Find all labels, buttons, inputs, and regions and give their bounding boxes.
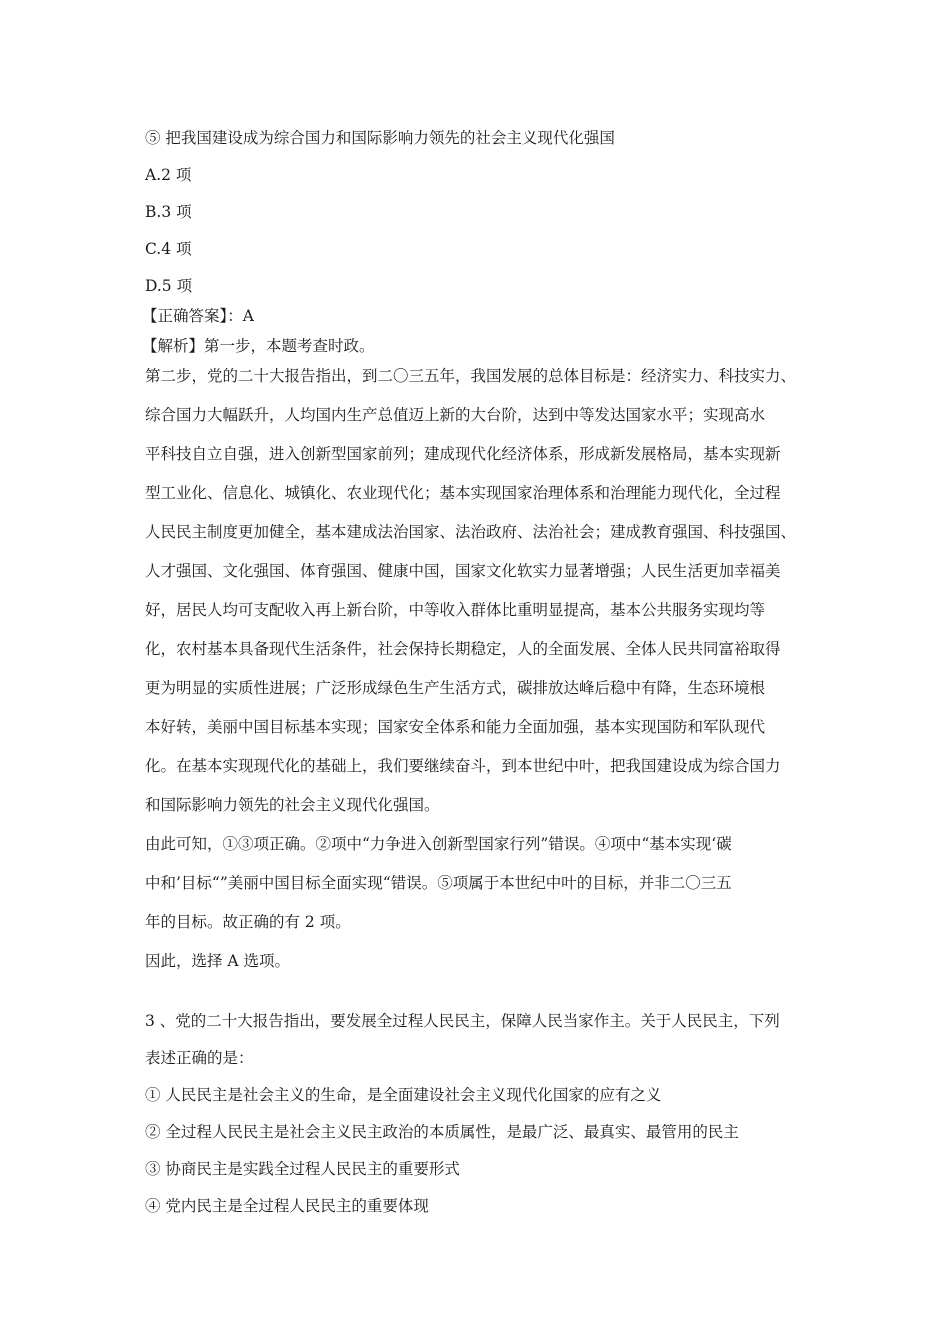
analysis-step-1: 【解析】第一步，本题考查时政。 [142,337,375,355]
conclusion-line: 由此可知，①③项正确。②项中“力争进入创新型国家行列”错误。④项中“基本实现‘碳 [145,835,732,853]
statement-1: ① 人民民主是社会主义的生命，是全面建设社会主义现代化国家的应有之义 [145,1086,662,1104]
analysis-step-2 [145,362,810,830]
conclusion [145,830,810,947]
analysis-line: 好，居民人均可支配收入再上新台阶，中等收入群体比重明显提高，基本公共服务实现均等 [145,601,766,619]
analysis-line: 和国际影响力领先的社会主义现代化强国。 [145,796,440,814]
question-3-stem: 表述正确的是： [145,1049,254,1067]
analysis-line: 型工业化、信息化、城镇化、农业现代化；基本实现国家治理体系和治理能力现代化，全过程 [145,484,781,502]
correct-answer: 【正确答案】：A [142,307,254,325]
analysis-line: 化，农村基本具备现代生活条件，社会保持长期稳定，人的全面发展、全体人民共同富裕取得 [145,640,781,658]
analysis-line: 化。在基本实现现代化的基础上，我们要继续奋斗，到本世纪中叶，把我国建设成为综合国力 [145,757,781,775]
option-c: C.4 项 [145,240,192,258]
conclusion-line: 中和’目标“”美丽中国目标全面实现“错误。⑤项属于本世纪中叶的目标，并非二〇三五 [145,874,732,892]
document-content [142,124,810,1229]
statement-5: ⑤ 把我国建设成为综合国力和国际影响力领先的社会主义现代化强国 [145,129,615,147]
final-choice: 因此，选择 A 选项。 [145,952,291,970]
statement-3: ③ 协商民主是实践全过程人民民主的重要形式 [145,1160,460,1178]
option-b: B.3 项 [145,203,192,221]
analysis-line: 第二步，党的二十大报告指出，到二〇三五年，我国发展的总体目标是：经济实力、科技实力、 [145,367,797,385]
section-gap [145,977,810,1007]
analysis-line: 平科技自立自强，进入创新型国家前列；建成现代化经济体系，形成新发展格局，基本实现新 [145,445,781,463]
analysis-line: 更为明显的实质性进展；广泛形成绿色生产生活方式，碳排放达峰后稳中有降，生态环境根 [145,679,766,697]
option-a: A.2 项 [145,166,192,184]
conclusion-line: 年的目标。故正确的有 2 项。 [145,913,351,931]
statement-2: ② 全过程人民民主是社会主义民主政治的本质属性，是最广泛、最真实、最管用的民主 [145,1123,739,1141]
question-3-stem: 3 、党的二十大报告指出，要发展全过程人民民主，保障人民当家作主。关于人民民主，下列 [145,1012,780,1030]
analysis-line: 人才强国、文化强国、体育强国、健康中国，国家文化软实力显著增强；人民生活更加幸福美 [145,562,781,580]
analysis-line: 本好转，美丽中国目标基本实现；国家安全体系和能力全面加强，基本实现国防和军队现代 [145,718,766,736]
analysis-line: 综合国力大幅跃升，人均国内生产总值迈上新的大台阶，达到中等发达国家水平；实现高水 [145,406,766,424]
analysis-line: 人民民主制度更加健全，基本建成法治国家、法治政府、法治社会；建成教育强国、科技强国、 [145,523,797,541]
option-d: D.5 项 [145,277,193,295]
statement-4: ④ 党内民主是全过程人民民主的重要体现 [145,1197,429,1215]
